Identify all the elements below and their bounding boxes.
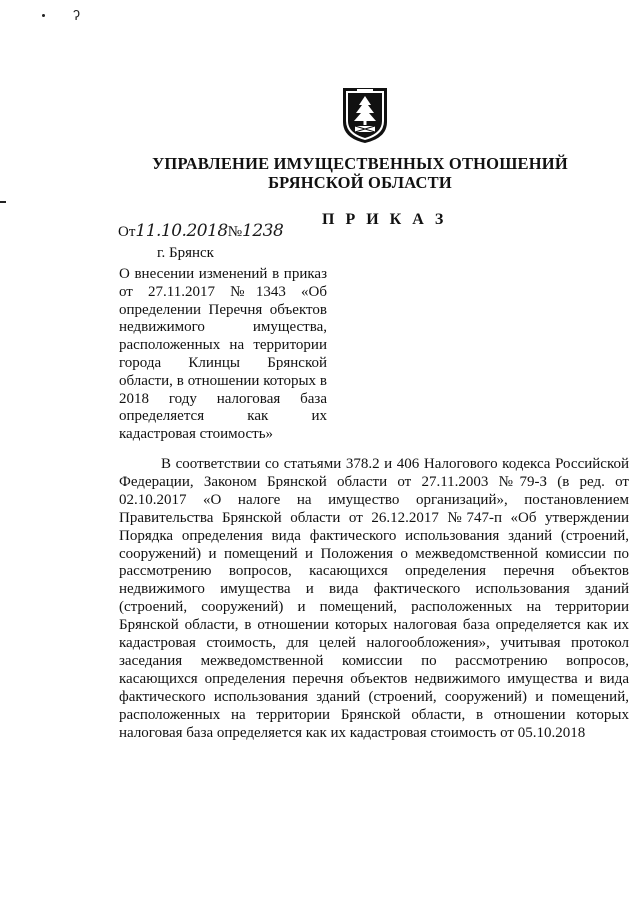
order-subject: О внесении изменений в приказ от 27.11.2017 №1343 «Об определении Перечня объектов недвижимого имущества, расположенных на территории города Клинцы Брянской области, в отношении которых в 2018 году налоговая база определяется как их кадастровая стоимость» bbox=[119, 266, 327, 443]
date-prefix: От bbox=[118, 224, 136, 240]
number-prefix: № bbox=[227, 224, 243, 240]
handwritten-number: 1238 bbox=[242, 221, 284, 241]
order-date-number bbox=[118, 222, 283, 241]
body-paragraph: В соответствии со статьями 378.2 и 406 Налогового кодекса Российской Федерации, Законом Брянской области от 27.11.2003 №79-З (в ред. от 02.10.2017 «О налоге на имущество организаций», постановлением Правительства Брянской области от 26.12.2017 №747-п «Об утверждении Порядка определения вида фактического использования зданий (строений, сооружений) и помещений и Положения о межведомственной комиссии по рассмотрению вопросов, касающихся определения перечня объектов недвижимого имущества и вида фактического использования зданий (строений, сооружений) и помещений, расположенных на территории Брянской области, в отношении которых налоговая база определяется как их кадастровая стоимость, для целей налогообложения», учитывая протокол заседания межведомственной комиссии по рассмотрению вопросов, касающихся определения перечня объектов недвижимого имущества и вида фактического использования зданий (строений, сооружений) и помещений, расположенных на территории Брянской области, в отношении которых налоговая база определяется как их кадастровая стоимость от 05.10.2018 bbox=[119, 456, 629, 741]
document-type-title: П Р И К А З bbox=[322, 211, 447, 228]
scan-artifact bbox=[42, 14, 45, 17]
margin-mark bbox=[0, 201, 6, 203]
city-label: г. Брянск bbox=[157, 245, 214, 261]
scan-artifact: ʔ bbox=[73, 7, 80, 23]
organization-name bbox=[140, 154, 580, 192]
organization-name-line1: УПРАВЛЕНИЕ ИМУЩЕСТВЕННЫХ ОТНОШЕНИЙ bbox=[152, 154, 568, 173]
handwritten-date: 11.10.2018 bbox=[135, 221, 228, 241]
organization-name-line2: БРЯНСКОЙ ОБЛАСТИ bbox=[268, 173, 452, 192]
bryansk-coat-of-arms-icon bbox=[341, 86, 389, 144]
